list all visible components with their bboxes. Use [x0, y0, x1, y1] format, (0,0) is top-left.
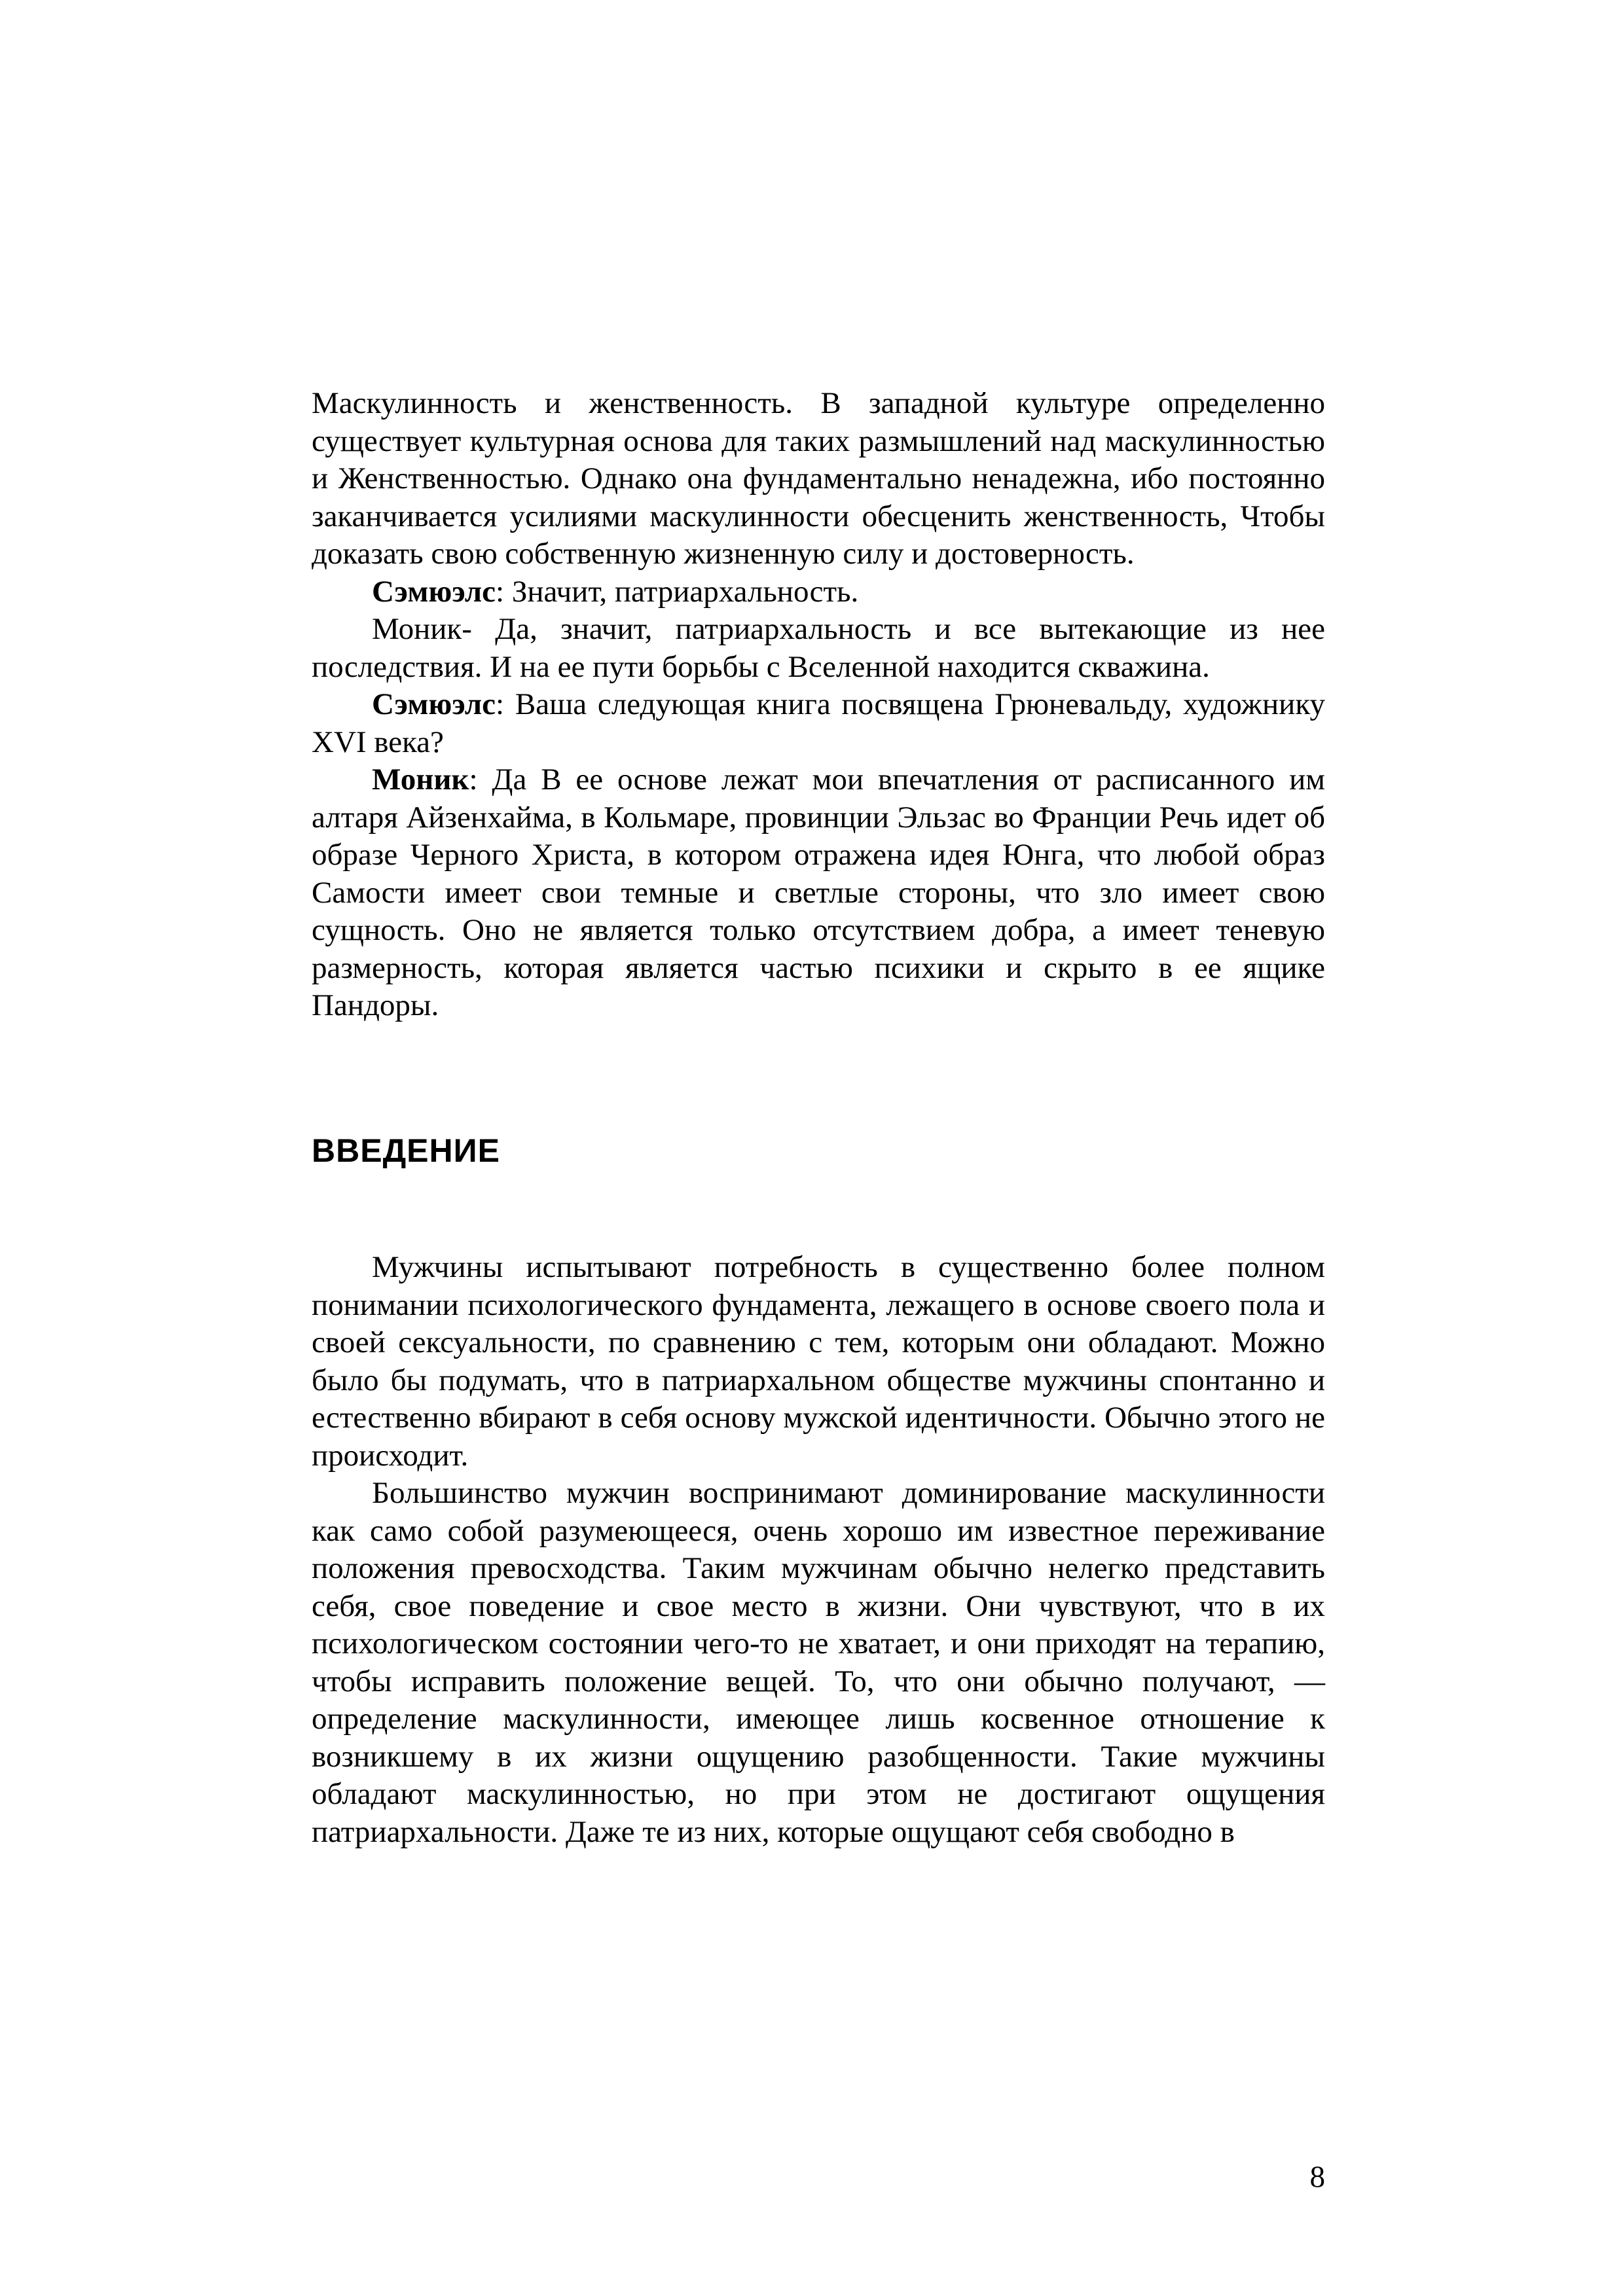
- paragraph: [312, 385, 1325, 573]
- paragraph-text: Маскулинность и женственность. В западной культуре определенно существует культурная основа для таких размышлений над маскулинностью и Женственностью. Однако она фундаментально ненадежна, ибо постоянно заканчивается усилиями маскулинности обесценить женственность, Чтобы доказать свою собственную жизненную силу и достоверность.: [312, 386, 1325, 571]
- interview-excerpt: [312, 385, 1325, 1025]
- introduction-body: [312, 1249, 1325, 1851]
- paragraph-text: : Ваша следующая книга посвящена Грюневальду, художнику XVI века?: [312, 687, 1325, 759]
- paragraph-text: Моник- Да, значит, патриархальность и все вытекающие из нее последствия. И на ее пути борьбы с Вселенной находится скважина.: [312, 612, 1325, 684]
- section-heading: ВВЕДЕНИЕ: [312, 1132, 500, 1169]
- speaker-name: Сэмюэлс: [372, 687, 496, 721]
- paragraph: [312, 686, 1325, 761]
- paragraph: [312, 573, 1325, 611]
- speaker-name: Моник: [372, 762, 469, 797]
- paragraph-text: : Да В ее основе лежат мои впечатления от расписанного им алтаря Айзенхайма, в Кольмаре, провинции Эльзас во Франции Речь идет об образе Черного Христа, в котором отражена идея Юнга, что любой образ Самости имеет свои темные и светлые стороны, что зло имеет свою сущность. Оно не является только отсутствием добра, а имеет теневую размерность, которая является частью психики и скрыто в ее ящике Пандоры.: [312, 762, 1325, 1022]
- paragraph: [312, 761, 1325, 1025]
- paragraph-text: : Значит, патриархальность.: [496, 574, 859, 609]
- speaker-name: Сэмюэлс: [372, 574, 496, 609]
- paragraph: [312, 611, 1325, 686]
- paragraph: Большинство мужчин воспринимают доминирование маскулинности как само собой разумеющееся, очень хорошо им известное переживание положения превосходства. Таким мужчинам обычно нелегко представить себя, свое поведение и свое место в жизни. Они чувствуют, что в их психологическом состоянии чего-то не хватает, и они приходят на терапию, чтобы исправить положение вещей. То, что они обычно получают, — определение маскулинности, имеющее лишь косвенное отношение к возникшему в их жизни ощущению разобщенности. Такие мужчины обладают маскулинностью, но при этом не достигают ощущения патриархальности. Даже те из них, которые ощущают себя свободно в: [312, 1476, 1325, 1849]
- page-number: 8: [1309, 2160, 1325, 2194]
- paragraph: Мужчины испытывают потребность в существенно более полном понимании психологического фундамента, лежащего в основе своего пола и своей сексуальности, по сравнению с тем, которым они обладают. Можно было бы подумать, что в патриархальном обществе мужчины спонтанно и естественно вбирают в себя основу мужской идентичности. Обычно этого не происходит.: [312, 1250, 1325, 1473]
